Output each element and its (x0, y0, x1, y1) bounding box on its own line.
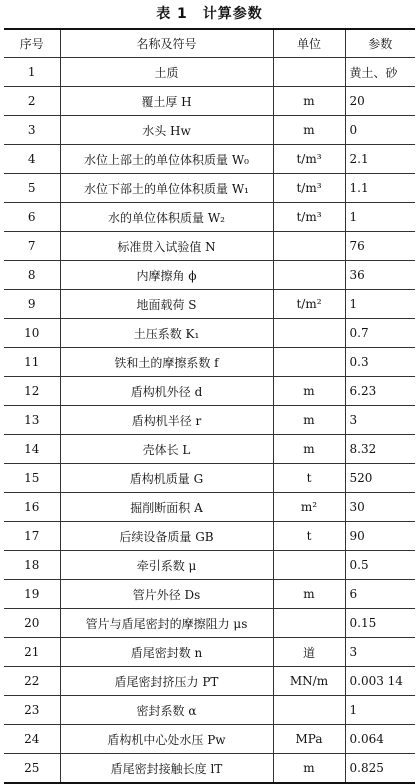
param-name: 牵引系数 μ (60, 551, 273, 580)
row-index: 24 (4, 725, 60, 754)
table-row (4, 319, 415, 348)
param-name: 铁和土的摩擦系数 f (60, 348, 273, 377)
table-row (4, 493, 415, 522)
param-name: 管片外径 Ds (60, 580, 273, 609)
table-row (4, 638, 415, 667)
table-row (4, 406, 415, 435)
table-row (4, 377, 415, 406)
row-index: 4 (4, 145, 60, 174)
table-row (4, 348, 415, 377)
row-index: 17 (4, 522, 60, 551)
param-unit: t/m² (273, 290, 345, 319)
param-name: 后续设备质量 GB (60, 522, 273, 551)
row-index: 15 (4, 464, 60, 493)
param-value: 黄土、砂 (345, 58, 415, 87)
param-name: 标准贯入试验值 N (60, 232, 273, 261)
param-name: 盾尾密封数 n (60, 638, 273, 667)
param-value: 6 (345, 580, 415, 609)
table-row (4, 145, 415, 174)
param-value: 0.064 (345, 725, 415, 754)
table-row (4, 87, 415, 116)
param-value: 1.1 (345, 174, 415, 203)
param-name: 壳体长 L (60, 435, 273, 464)
param-unit: 道 (273, 638, 345, 667)
param-name: 盾构机质量 G (60, 464, 273, 493)
table-row (4, 116, 415, 145)
param-unit: m (273, 116, 345, 145)
param-unit: m (273, 87, 345, 116)
param-unit: t/m³ (273, 145, 345, 174)
param-value: 2.1 (345, 145, 415, 174)
table-body (4, 58, 415, 784)
param-value: 76 (345, 232, 415, 261)
param-value: 0.3 (345, 348, 415, 377)
row-index: 13 (4, 406, 60, 435)
row-index: 20 (4, 609, 60, 638)
table-row (4, 464, 415, 493)
row-index: 22 (4, 667, 60, 696)
param-unit: t (273, 522, 345, 551)
param-value: 30 (345, 493, 415, 522)
param-unit: m (273, 435, 345, 464)
param-value: 1 (345, 696, 415, 725)
row-index: 23 (4, 696, 60, 725)
table-row (4, 232, 415, 261)
param-unit: t (273, 464, 345, 493)
table-row (4, 261, 415, 290)
param-name: 覆土厚 H (60, 87, 273, 116)
row-index: 5 (4, 174, 60, 203)
row-index: 7 (4, 232, 60, 261)
row-index: 21 (4, 638, 60, 667)
param-unit (273, 609, 345, 638)
param-value: 6.23 (345, 377, 415, 406)
param-name: 掘削断面积 A (60, 493, 273, 522)
row-index: 12 (4, 377, 60, 406)
table-row (4, 290, 415, 319)
param-value: 90 (345, 522, 415, 551)
param-unit: m (273, 754, 345, 784)
param-name: 盾尾密封接触长度 lT (60, 754, 273, 784)
param-name: 内摩擦角 ϕ (60, 261, 273, 290)
table-row (4, 174, 415, 203)
param-name: 水的单位体积质量 W₂ (60, 203, 273, 232)
table-row (4, 754, 415, 784)
table-row (4, 522, 415, 551)
table-row (4, 696, 415, 725)
parameters-table (4, 28, 415, 784)
table-row (4, 435, 415, 464)
row-index: 2 (4, 87, 60, 116)
row-index: 16 (4, 493, 60, 522)
row-index: 18 (4, 551, 60, 580)
param-value: 0.825 (345, 754, 415, 784)
row-index: 1 (4, 58, 60, 87)
row-index: 8 (4, 261, 60, 290)
table-row (4, 580, 415, 609)
table-row (4, 203, 415, 232)
param-value: 0.003 14 (345, 667, 415, 696)
header-row (4, 29, 415, 58)
row-index: 19 (4, 580, 60, 609)
param-unit (273, 348, 345, 377)
param-value: 20 (345, 87, 415, 116)
table-header (4, 29, 415, 58)
param-value: 0 (345, 116, 415, 145)
param-value: 0.15 (345, 609, 415, 638)
param-value: 0.7 (345, 319, 415, 348)
header-index: 序号 (4, 29, 60, 58)
param-value: 3 (345, 638, 415, 667)
param-value: 36 (345, 261, 415, 290)
param-name: 盾构机半径 r (60, 406, 273, 435)
table-row (4, 609, 415, 638)
row-index: 11 (4, 348, 60, 377)
param-value: 1 (345, 290, 415, 319)
table-row (4, 551, 415, 580)
row-index: 10 (4, 319, 60, 348)
param-name: 盾尾密封挤压力 PT (60, 667, 273, 696)
param-name: 土质 (60, 58, 273, 87)
row-index: 14 (4, 435, 60, 464)
param-value: 0.5 (345, 551, 415, 580)
param-unit (273, 58, 345, 87)
param-name: 盾构机中心处水压 Pw (60, 725, 273, 754)
header-name-symbol: 名称及符号 (60, 29, 273, 58)
table-caption: 表 1 计算参数 (156, 6, 263, 22)
row-index: 9 (4, 290, 60, 319)
header-parameter: 参数 (345, 29, 415, 58)
param-unit: m² (273, 493, 345, 522)
param-value: 520 (345, 464, 415, 493)
header-unit: 单位 (273, 29, 345, 58)
row-index: 25 (4, 754, 60, 784)
table-row (4, 725, 415, 754)
param-unit: m (273, 406, 345, 435)
param-value: 8.32 (345, 435, 415, 464)
param-value: 1 (345, 203, 415, 232)
param-unit: m (273, 377, 345, 406)
param-name: 管片与盾尾密封的摩擦阻力 μs (60, 609, 273, 638)
param-name: 盾构机外径 d (60, 377, 273, 406)
param-unit: MN/m (273, 667, 345, 696)
param-name: 水头 Hw (60, 116, 273, 145)
param-unit: t/m³ (273, 174, 345, 203)
param-unit (273, 319, 345, 348)
param-name: 地面载荷 S (60, 290, 273, 319)
param-unit (273, 696, 345, 725)
param-name: 水位下部土的单位体积质量 W₁ (60, 174, 273, 203)
param-unit: t/m³ (273, 203, 345, 232)
table-row (4, 58, 415, 87)
param-name: 水位上部土的单位体积质量 W₀ (60, 145, 273, 174)
table-row (4, 667, 415, 696)
param-unit (273, 551, 345, 580)
param-unit: m (273, 580, 345, 609)
row-index: 6 (4, 203, 60, 232)
param-name: 土压系数 K₁ (60, 319, 273, 348)
row-index: 3 (4, 116, 60, 145)
param-value: 3 (345, 406, 415, 435)
param-unit: MPa (273, 725, 345, 754)
param-unit (273, 261, 345, 290)
param-name: 密封系数 α (60, 696, 273, 725)
param-unit (273, 232, 345, 261)
